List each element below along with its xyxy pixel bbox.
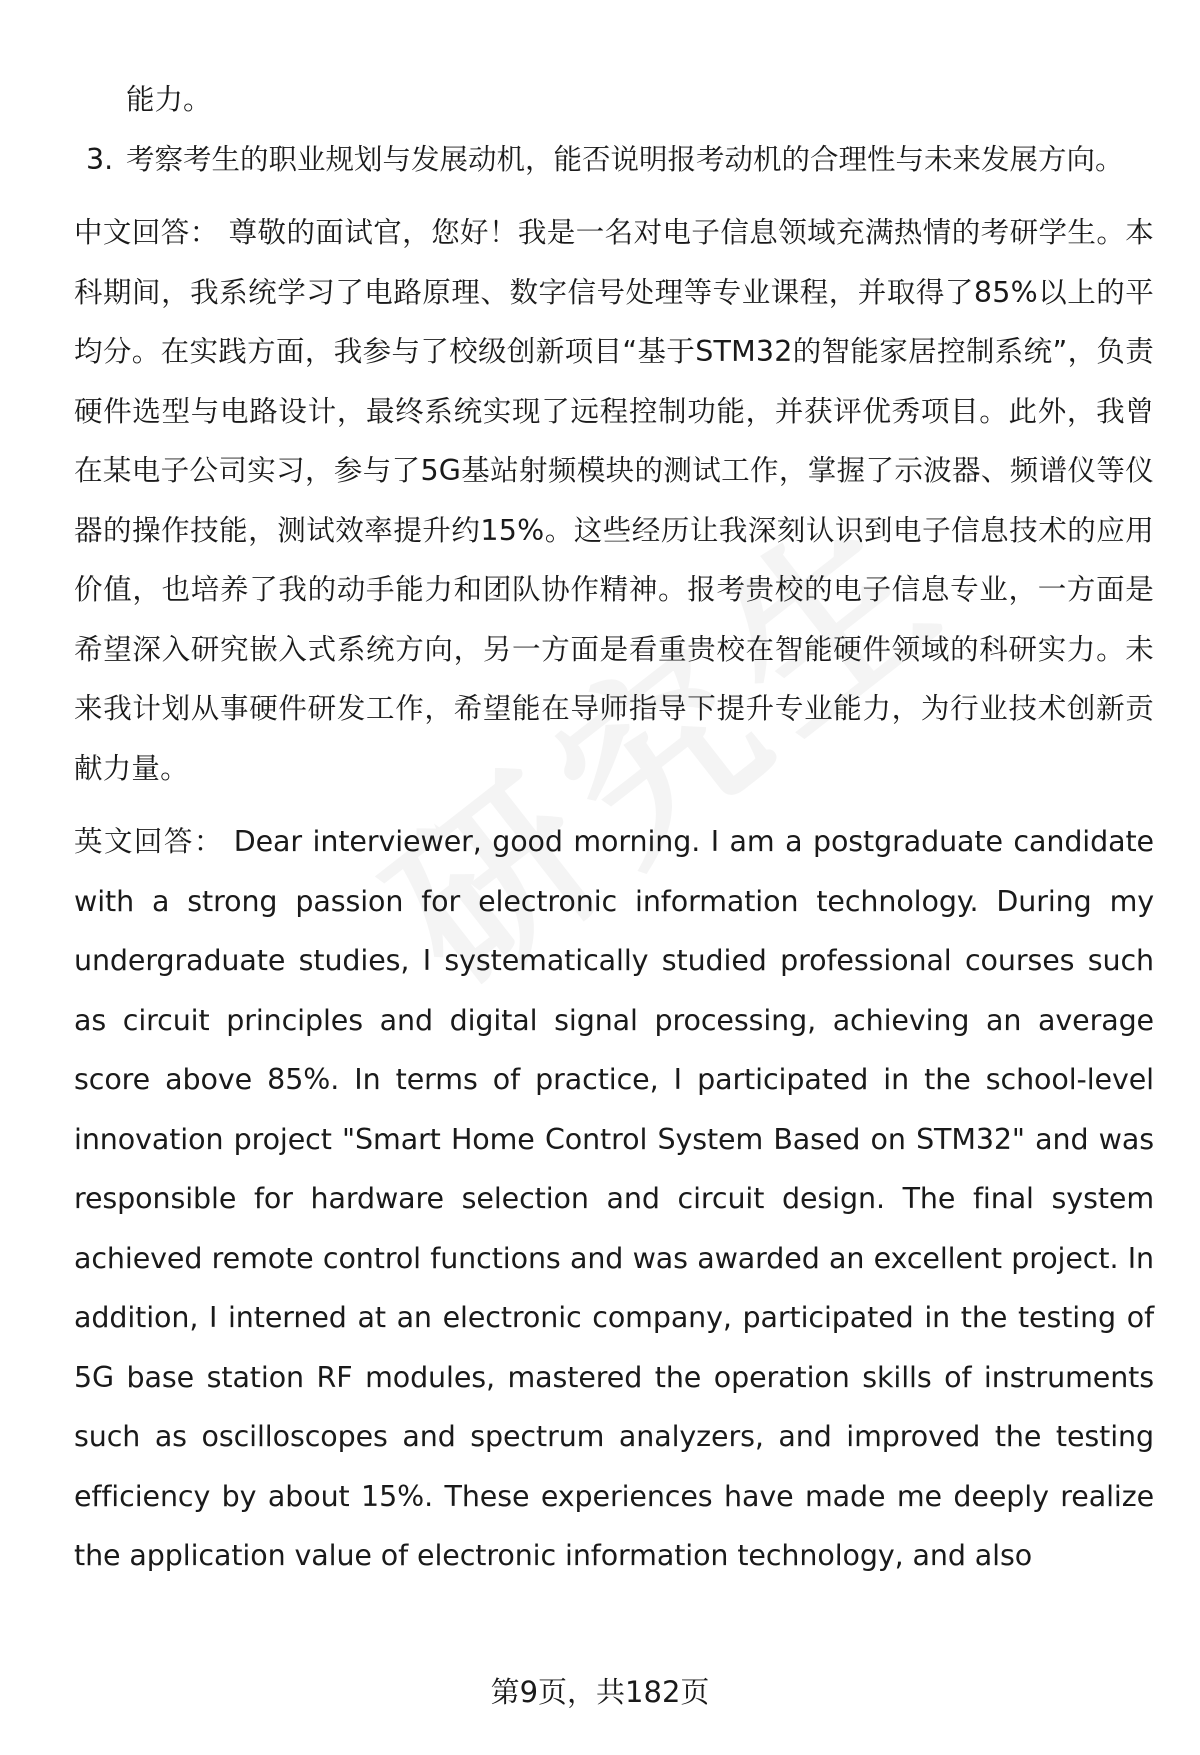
english-answer-label: 英文回答： <box>74 825 224 858</box>
list-item-3 <box>74 130 1154 190</box>
english-answer-paragraph <box>74 812 1154 1586</box>
page-content <box>74 70 1154 1586</box>
english-answer-text: Dear interviewer, good morning. I am a postgraduate candidate with a strong passion for electronic information technology. During my undergraduate studies, I systematically studied professional courses such as circuit principles and digital signal processing, achieving an average score above 85%. In terms of practice, I participated in the school-level innovation project "Smart Home Control System Based on STM32" and was responsible for hardware selection and circuit design. The final system achieved remote control functions and was awarded an excellent project. In addition, I interned at an electronic company, participated in the testing of 5G base station RF modules, mastered the operation skills of instruments such as oscilloscopes and spectrum analyzers, and improved the testing efficiency by about 15%. These experiences have made me deeply realize the application value of electronic information technology, and also <box>74 825 1154 1572</box>
chinese-answer-text: 尊敬的面试官，您好！我是一名对电子信息领域充满热情的考研学生。本科期间，我系统学习了电路原理、数字信号处理等专业课程，并取得了85%以上的平均分。在实践方面，我参与了校级创新项目“基于STM32的智能家居控制系统”，负责硬件选型与电路设计，最终系统实现了远程控制功能，并获评优秀项目。此外，我曾在某电子公司实习，参与了5G基站射频模块的测试工作，掌握了示波器、频谱仪等仪器的操作技能，测试效率提升约15%。这些经历让我深刻认识到电子信息技术的应用价值，也培养了我的动手能力和团队协作精神。报考贵校的电子信息专业，一方面是希望深入研究嵌入式系统方向，另一方面是看重贵校在智能硬件领域的科研实力。未来我计划从事硬件研发工作，希望能在导师指导下提升专业能力，为行业技术创新贡献力量。 <box>74 216 1154 785</box>
chinese-answer-label: 中文回答： <box>74 216 219 249</box>
list-item-text: 考察考生的职业规划与发展动机，能否说明报考动机的合理性与未来发展方向。 <box>126 142 1124 176</box>
page-number-footer: 第9页，共182页 <box>490 1675 710 1709</box>
continued-text: 能力。 <box>126 83 212 116</box>
list-item-number: 3. <box>86 142 114 176</box>
chinese-answer-paragraph <box>74 203 1154 798</box>
